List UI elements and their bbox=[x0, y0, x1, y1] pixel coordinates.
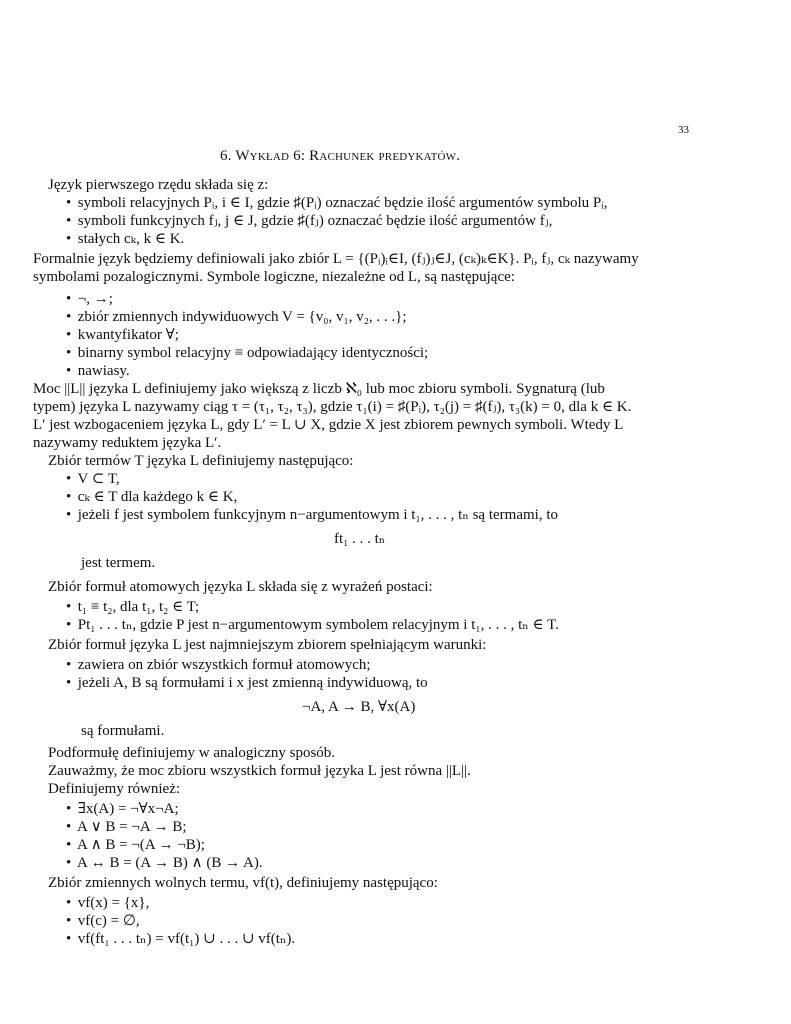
bullet-dot-icon: • bbox=[66, 231, 72, 247]
line-text: jeżeli A, B są formułami i x jest zmienną indywiduową, to bbox=[77, 675, 428, 691]
bullet-dot-icon: • bbox=[66, 213, 72, 229]
text-line bbox=[81, 554, 155, 572]
text-line bbox=[33, 434, 221, 452]
bullet-item bbox=[66, 194, 607, 212]
bullet-dot-icon: • bbox=[66, 855, 72, 871]
bullet-item bbox=[66, 308, 407, 326]
bullet-item bbox=[66, 674, 428, 692]
bullet-item bbox=[66, 598, 199, 616]
bullet-item bbox=[66, 854, 263, 872]
bullet-dot-icon: • bbox=[66, 895, 72, 911]
line-text: symbolami pozalogicznymi. Symbole logiczne, niezależne od L, są następujące: bbox=[33, 269, 515, 285]
bullet-item bbox=[66, 506, 558, 524]
text-line bbox=[48, 636, 486, 654]
bullet-dot-icon: • bbox=[66, 291, 72, 307]
line-text: symboli relacyjnych Pᵢ, i ∈ I, gdzie ♯(Pᵢ) oznaczać będzie ilość argumentów symbolu Pᵢ, bbox=[77, 195, 608, 211]
line-text: Zbiór zmiennych wolnych termu, vf(t), definiujemy następująco: bbox=[48, 875, 438, 891]
text-line bbox=[48, 874, 438, 892]
bullet-dot-icon: • bbox=[66, 327, 72, 343]
line-text: nawiasy. bbox=[77, 363, 130, 379]
text-line bbox=[48, 762, 471, 780]
bullet-item bbox=[66, 818, 187, 836]
bullet-dot-icon: • bbox=[66, 931, 72, 947]
bullet-item bbox=[66, 800, 179, 818]
line-text: zawiera on zbiór wszystkich formuł atomowych; bbox=[77, 657, 371, 673]
bullet-item bbox=[66, 616, 559, 634]
line-text: ∃x(A) = ¬∀x¬A; bbox=[77, 801, 179, 817]
bullet-dot-icon: • bbox=[66, 837, 72, 853]
bullet-item bbox=[66, 230, 184, 248]
text-line bbox=[33, 250, 639, 268]
line-text: stałych cₖ, k ∈ K. bbox=[77, 231, 185, 247]
bullet-dot-icon: • bbox=[66, 195, 72, 211]
line-text: L′ jest wzbogaceniem języka L, gdy L′ = L ∪ X, gdzie X jest zbiorem pewnych symboli. Wtedy L bbox=[33, 417, 624, 433]
text-line bbox=[48, 578, 433, 596]
text-line bbox=[48, 780, 180, 798]
line-text: Język pierwszego rzędu składa się z: bbox=[48, 177, 269, 193]
display-formula bbox=[334, 530, 385, 548]
line-text: ¬, →; bbox=[77, 291, 113, 307]
bullet-dot-icon: • bbox=[66, 913, 72, 929]
line-text: typem) języka L nazywamy ciąg τ = (τ₁, τ₂, τ₃), gdzie τ₁(i) = ♯(Pᵢ), τ₂(j) = ♯(fⱼ), τ₃(k) = 0, dla k ∈ K. bbox=[33, 399, 632, 415]
bullet-item bbox=[66, 656, 371, 674]
bullet-item bbox=[66, 894, 149, 912]
line-text: Definiujemy również: bbox=[48, 781, 181, 797]
line-text: Zbiór formuł języka L jest najmniejszym zbiorem spełniającym warunki: bbox=[48, 637, 487, 653]
line-text: V ⊂ T, bbox=[77, 471, 120, 487]
line-text: A ↔ B = (A → B) ∧ (B → A). bbox=[76, 855, 263, 871]
line-text: Pt₁ . . . tₙ, gdzie P jest n−argumentowym symbolem relacyjnym i t₁, . . . , tₙ ∈ T. bbox=[77, 617, 559, 633]
bullet-item bbox=[66, 212, 552, 230]
line-text: Zauważmy, że moc zbioru wszystkich formuł języka L jest równa ||L||. bbox=[48, 763, 471, 779]
bullet-dot-icon: • bbox=[66, 599, 72, 615]
text-line bbox=[48, 176, 268, 194]
text-line bbox=[33, 398, 631, 416]
bullet-item bbox=[66, 344, 428, 362]
line-text: nazywamy reduktem języka L′. bbox=[33, 435, 222, 451]
line-text: t₁ ≡ t₂, dla t₁, t₂ ∈ T; bbox=[77, 599, 200, 615]
line-text: binarny symbol relacyjny ≡ odpowiadający identyczności; bbox=[77, 345, 429, 361]
line-text: ¬A, A → B, ∀x(A) bbox=[302, 699, 416, 715]
bullet-dot-icon: • bbox=[66, 489, 72, 505]
line-text: Zbiór termów T języka L definiujemy następująco: bbox=[48, 453, 354, 469]
text-line bbox=[33, 268, 515, 286]
line-text: Podformułę definiujemy w analogiczny sposób. bbox=[48, 745, 336, 761]
bullet-item bbox=[66, 912, 140, 930]
line-text: vf(c) = ∅, bbox=[77, 913, 140, 929]
text-line bbox=[48, 744, 335, 762]
bullet-dot-icon: • bbox=[66, 345, 72, 361]
line-text: zbiór zmiennych indywiduowych V = {v₀, v₁, v₂, . . .}; bbox=[77, 309, 407, 325]
text-line bbox=[48, 452, 353, 470]
bullet-dot-icon: • bbox=[66, 507, 72, 523]
bullet-item bbox=[66, 362, 130, 380]
bullet-dot-icon: • bbox=[66, 657, 72, 673]
bullet-dot-icon: • bbox=[66, 471, 72, 487]
section-title: 6. Wykład 6: Rachunek predykatów. bbox=[220, 148, 461, 164]
bullet-item bbox=[66, 488, 237, 506]
bullet-dot-icon: • bbox=[66, 617, 72, 633]
bullet-dot-icon: • bbox=[66, 819, 72, 835]
line-text: vf(ft₁ . . . tₙ) = vf(t₁) ∪ . . . ∪ vf(tₙ). bbox=[77, 931, 296, 947]
bullet-item bbox=[66, 470, 120, 488]
text-line bbox=[33, 380, 605, 398]
line-text: vf(x) = {x}, bbox=[77, 895, 150, 911]
bullet-item bbox=[66, 930, 295, 948]
line-text: są formułami. bbox=[81, 723, 165, 739]
bullet-dot-icon: • bbox=[66, 309, 72, 325]
bullet-item bbox=[66, 290, 113, 308]
line-text: Moc ||L|| języka L definiujemy jako większą z liczb ℵ₀ lub moc zbioru symboli. Sygnaturą (lub bbox=[33, 381, 605, 397]
page-number: 33 bbox=[678, 124, 689, 136]
bullet-item bbox=[66, 326, 179, 344]
line-text: Zbiór formuł atomowych języka L składa się z wyrażeń postaci: bbox=[48, 579, 433, 595]
line-text: A ∧ B = ¬(A → ¬B); bbox=[76, 837, 205, 853]
line-text: kwantyfikator ∀; bbox=[77, 327, 179, 343]
line-text: A ∨ B = ¬A → B; bbox=[76, 819, 187, 835]
bullet-dot-icon: • bbox=[66, 675, 72, 691]
line-text: cₖ ∈ T dla każdego k ∈ K, bbox=[77, 489, 238, 505]
bullet-dot-icon: • bbox=[66, 801, 72, 817]
text-line bbox=[33, 416, 623, 434]
display-formula bbox=[302, 698, 415, 716]
line-text: jeżeli f jest symbolem funkcyjnym n−argumentowym i t₁, . . . , tₙ są termami, to bbox=[77, 507, 558, 523]
line-text: symboli funkcyjnych fⱼ, j ∈ J, gdzie ♯(fⱼ) oznaczać będzie ilość argumentów fⱼ, bbox=[77, 213, 553, 229]
text-line bbox=[81, 722, 164, 740]
line-text: ft₁ . . . tₙ bbox=[334, 531, 386, 547]
line-text: Formalnie język będziemy definiowali jako zbiór L = {(Pᵢ)ᵢ∈I, (fⱼ)ⱼ∈J, (cₖ)ₖ∈K}. Pᵢ, fⱼ, cₖ nazywamy bbox=[33, 251, 639, 267]
bullet-item bbox=[66, 836, 205, 854]
bullet-dot-icon: • bbox=[66, 363, 72, 379]
line-text: jest termem. bbox=[81, 555, 156, 571]
